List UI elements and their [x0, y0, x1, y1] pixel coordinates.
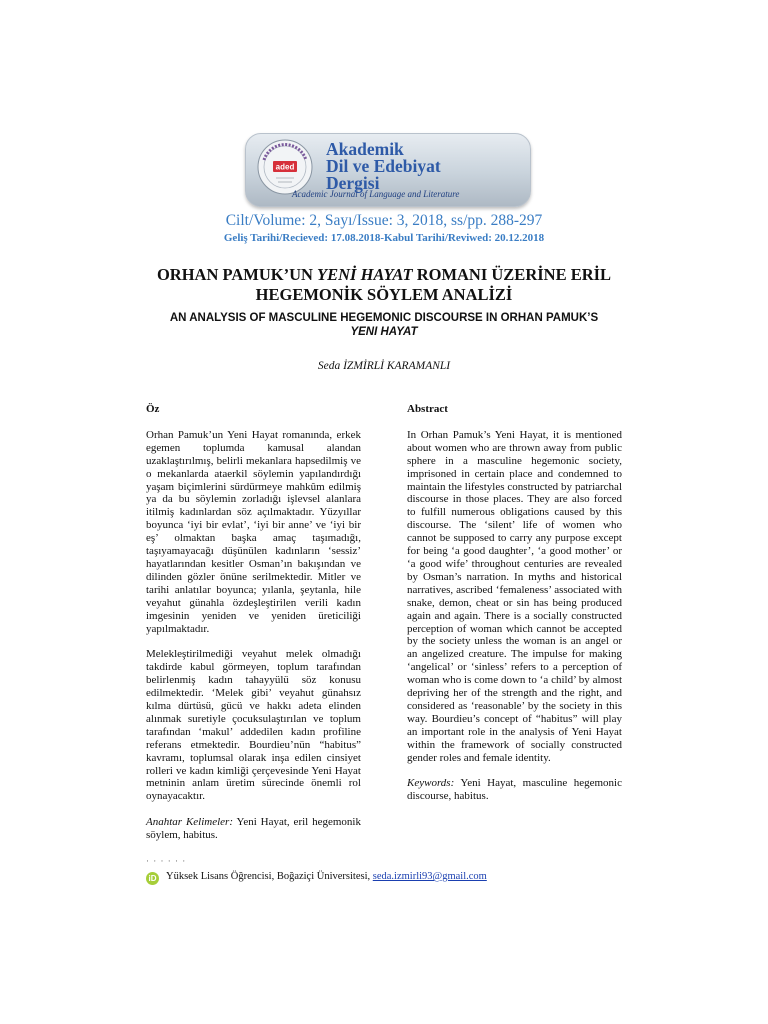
- title-tr-part2: ROMANI ÜZERİNE ERİL HEGEMONİK SÖYLEM ANALİZİ: [255, 265, 612, 304]
- title-turkish: [140, 265, 628, 305]
- abstract-keywords: [407, 777, 622, 803]
- oz-column: [146, 403, 361, 855]
- issue-info: Cilt/Volume: 2, Sayı/Issue: 3, 2018, ss/pp. 288-297: [225, 212, 543, 229]
- abstract-keywords-text: Yeni Hayat, masculine hegemonic discourse, habitus.: [407, 777, 622, 803]
- title-tr-italic: YENİ HAYAT: [317, 265, 413, 284]
- journal-name: [326, 141, 516, 192]
- author-email-link[interactable]: seda.izmirli93@gmail.com: [372, 871, 487, 882]
- abstract-heading: Abstract: [407, 403, 448, 415]
- title-en-italic: YENI HAYAT: [350, 326, 418, 338]
- footnote-text: Yüksek Lisans Öğrencisi, Boğaziçi Üniversitesi,: [166, 871, 373, 882]
- journal-seal-icon: [256, 138, 314, 196]
- journal-name-line2: Dil ve Edebiyat: [326, 156, 441, 176]
- abstract-paragraph: In Orhan Pamuk’s Yeni Hayat, it is mentioned about women who are thrown away from public sphere in a masculine hegemonic society, imprisoned in certain place and condemned to maintain the lifestyles constructed by patriarchal discourse in those places. They are also forced to fulfill numerous obligations caused by this discourse. The ‘silent’ life of women who cannot be supposed to carry any purpose except for being ‘a good daughter’, ‘a good mother’ or ‘a good wife’ throughout centuries are revealed by Osman’s narration. In myths and historical narratives, ascribed ‘femaleness’ associated with snake, demon, cheat or sin has being produced again and again. There is a socially constructed perception of woman which cannot be accepted by the society unless the woman is an angel or an angelized creature. The impulse for making ‘angelical’ or ‘sinless’ refers to a perception of woman who is come down to ‘a child’ by almost depriving her of the strength and the right, and considered as ‘reasonable’ by the society in this way. Bourdieu’s concept of “habitus” will play an important role in the analysis of Yeni Hayat within the framework of socially constructed gender roles and female identity.: [407, 428, 622, 764]
- orcid-icon[interactable]: iD: [146, 872, 159, 885]
- oz-paragraph-2: Meleklеştirilmediği veyahut melek olmadığı takdirde kabul görmeyen, toplum tarafından belirlenmiş kadın tahayyülü söz konusu edilmektedir. ‘Melek gibi’ veyahut günahsız kılma dürtüsü, gücü ve hakkı adeta elinden alınmak suretiyle çocuksulaştırılan ve toplum tarafından ‘makul’ addedilen kadın profiline referans etmektedir. Bourdieu’nün “habitus” kavramı, toplumsal olarak inşa edilen cinsiyet rolleri ve kadın kimliği çerçevesinde Yeni Hayat metninin anlam üretim sürecinde önemli rol oynayacaktır.: [146, 648, 361, 803]
- oz-heading: Öz: [146, 403, 160, 415]
- oz-paragraph-1: Orhan Pamuk’un Yeni Hayat romanında, erkek egemen toplumda kamusal alandan uzaklaştırılmış, belirli mekanlara hapsedilmiş ve o mekanlarda ataerkil söylemin yapılandırdığı yaşam biçimlerini sürdürmeye mahkûm edilmiş ya da bu söylemin zorladığı işlevsel alanlara itilmiş kadınlardan söz açılmaktadır. Yüzyıllar boyunca ‘iyi bir evlat’, ‘iyi bir anne’ ve ‘iyi bir eş’ olmaktan başka amaç taşımadığı, taşıyamayacağı düşünülen kadınların ‘sessiz’ hayatlarından kesitler Osman’ın bakışından ve dilinden gözler önüne serilmektedir. Mitler ve tarihi anlatılar boyunca; yılanla, şeytanla, hile veyahut günahla özdeşleştirilen verili kadın imgesinin yeniden ve yeniden üreticiliği yapılmaktadır.: [146, 428, 361, 635]
- footnote-separator: · · · · · ·: [146, 856, 187, 866]
- title-en-part1: AN ANALYSIS OF MASCULINE HEGEMONIC DISCOURSE IN ORHAN PAMUK’S: [169, 312, 599, 324]
- journal-logo: [245, 133, 531, 207]
- journal-name-line3: Dergisi: [326, 173, 380, 193]
- received-dates: Geliş Tarihi/Recieved: 17.08.2018-Kabul Tarihi/Reviwed: 20.12.2018: [223, 232, 545, 244]
- svg-text:aded: aded: [275, 162, 295, 172]
- oz-keywords-text: Yeni Hayat, eril hegemonik söylem, habitus.: [146, 816, 361, 842]
- abstract-column: [407, 403, 622, 816]
- oz-keywords: [146, 816, 361, 842]
- title-english: [160, 311, 608, 339]
- author-name: Seda İZMİRLİ KARAMANLI: [317, 360, 451, 372]
- title-tr-part1: ORHAN PAMUK’UN: [156, 265, 318, 284]
- oz-keywords-label: Anahtar Kelimeler:: [146, 816, 233, 829]
- journal-name-line1: Akademik: [326, 139, 404, 159]
- author-footnote: [146, 871, 487, 885]
- abstract-keywords-label: Keywords:: [407, 777, 455, 790]
- journal-subtitle: Academic Journal of Language and Literature: [292, 189, 460, 199]
